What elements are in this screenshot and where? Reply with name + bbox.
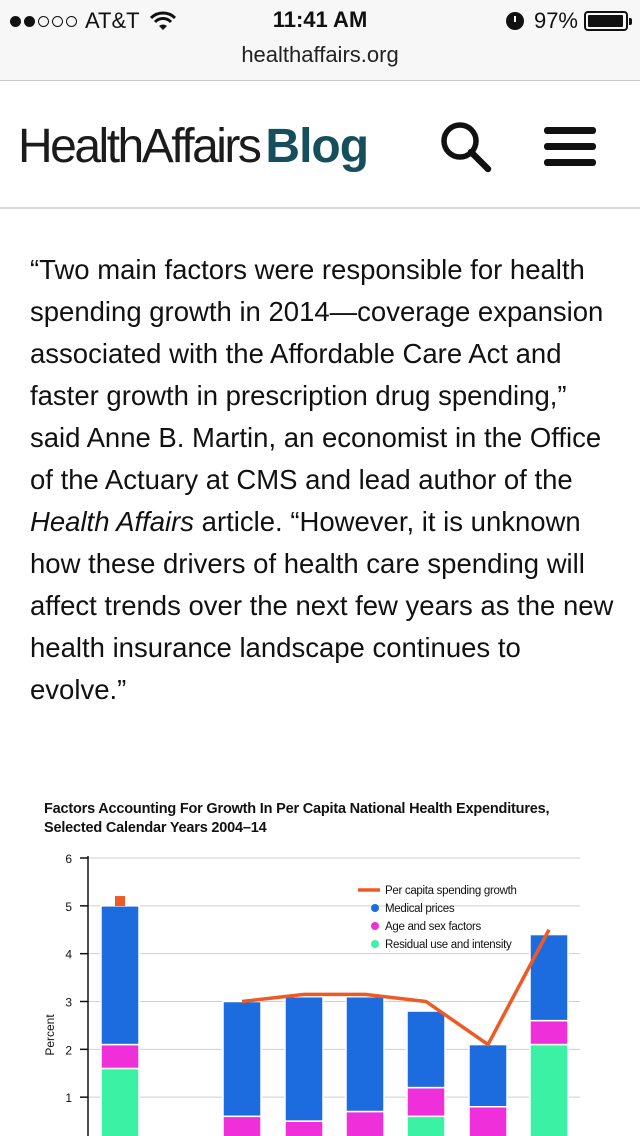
chart-subtitle-line: Selected Calendar Years 2004–14 — [44, 820, 267, 836]
y-tick-label: 3 — [65, 995, 72, 1010]
bar-segment — [469, 1107, 507, 1136]
logo-text-bold: Blog — [265, 120, 369, 173]
status-bar — [0, 0, 640, 40]
chart — [0, 845, 640, 1136]
quote-publication-name: Health Affairs — [30, 506, 195, 537]
article-quote — [30, 249, 620, 711]
site-logo[interactable] — [18, 119, 368, 174]
bar-segment — [530, 1045, 568, 1136]
y-tick-label: 5 — [65, 899, 72, 914]
legend-dot-swatch — [371, 904, 379, 912]
bar-segment — [285, 1121, 323, 1136]
bar-segment — [469, 1045, 507, 1107]
bar-segment — [223, 1002, 261, 1117]
bar-segment — [101, 1068, 139, 1136]
bar-segment — [346, 1112, 384, 1136]
legend-label: Age and sex factors — [385, 921, 481, 933]
hamburger-menu-icon — [544, 143, 596, 150]
bar-segment — [407, 1088, 445, 1117]
bar-segment — [101, 906, 139, 1045]
y-tick-label: 2 — [65, 1043, 72, 1058]
search-button[interactable] — [436, 117, 496, 177]
legend-label: Medical prices — [385, 903, 455, 915]
bar-segment — [346, 997, 384, 1112]
search-icon — [436, 117, 496, 177]
per-capita-marker — [115, 896, 125, 906]
url-text[interactable]: healthaffairs.org — [241, 42, 399, 67]
legend-dot-swatch — [371, 940, 379, 948]
chart-title — [44, 800, 549, 838]
status-right — [506, 8, 628, 34]
site-header — [0, 81, 640, 209]
bar-segment — [407, 1116, 445, 1136]
bar-segment — [407, 1011, 445, 1088]
menu-button[interactable] — [540, 121, 600, 171]
quote-text: “Two main factors were responsible for health spending growth in 2014—coverage expansion associated with the Affordable Care Act and faster growth in prescription drug spending,” said Anne B. Martin, an economist in the Office of the Actuary at CMS and lead author of the — [30, 254, 604, 495]
battery-fill — [588, 15, 623, 27]
bar-segment — [101, 1045, 139, 1069]
quote-text: article. “However, it is unknown how these drivers of health care spending will affect trends over the next few years as the new health insurance landscape continues to evolve.” — [30, 506, 614, 705]
battery-percent: 97% — [533, 8, 578, 33]
chart-title-line: Factors Accounting For Growth In Per Capita National Health Expenditures, — [44, 801, 550, 817]
bar-segment — [530, 1021, 568, 1045]
logo-text-light: HealthAffairs — [18, 120, 260, 173]
y-tick-label: 6 — [65, 852, 72, 866]
legend-label: Per capita spending growth — [385, 885, 517, 897]
clock: 11:41 AM — [272, 7, 368, 32]
address-bar[interactable] — [0, 40, 640, 81]
y-axis-label: Percent — [43, 1014, 57, 1056]
y-tick-label: 1 — [65, 1091, 72, 1106]
legend-dot-swatch — [371, 922, 379, 930]
bar-segment — [223, 1116, 261, 1136]
bar-segment — [530, 935, 568, 1021]
hamburger-menu-icon — [544, 159, 596, 166]
hamburger-menu-icon — [544, 127, 596, 134]
y-tick-label: 4 — [65, 947, 72, 962]
bar-segment — [285, 997, 323, 1121]
carrier-name: AT&T — [85, 8, 140, 33]
battery-icon — [584, 11, 628, 31]
legend-label: Residual use and intensity — [385, 939, 512, 951]
alarm-icon — [506, 12, 524, 30]
